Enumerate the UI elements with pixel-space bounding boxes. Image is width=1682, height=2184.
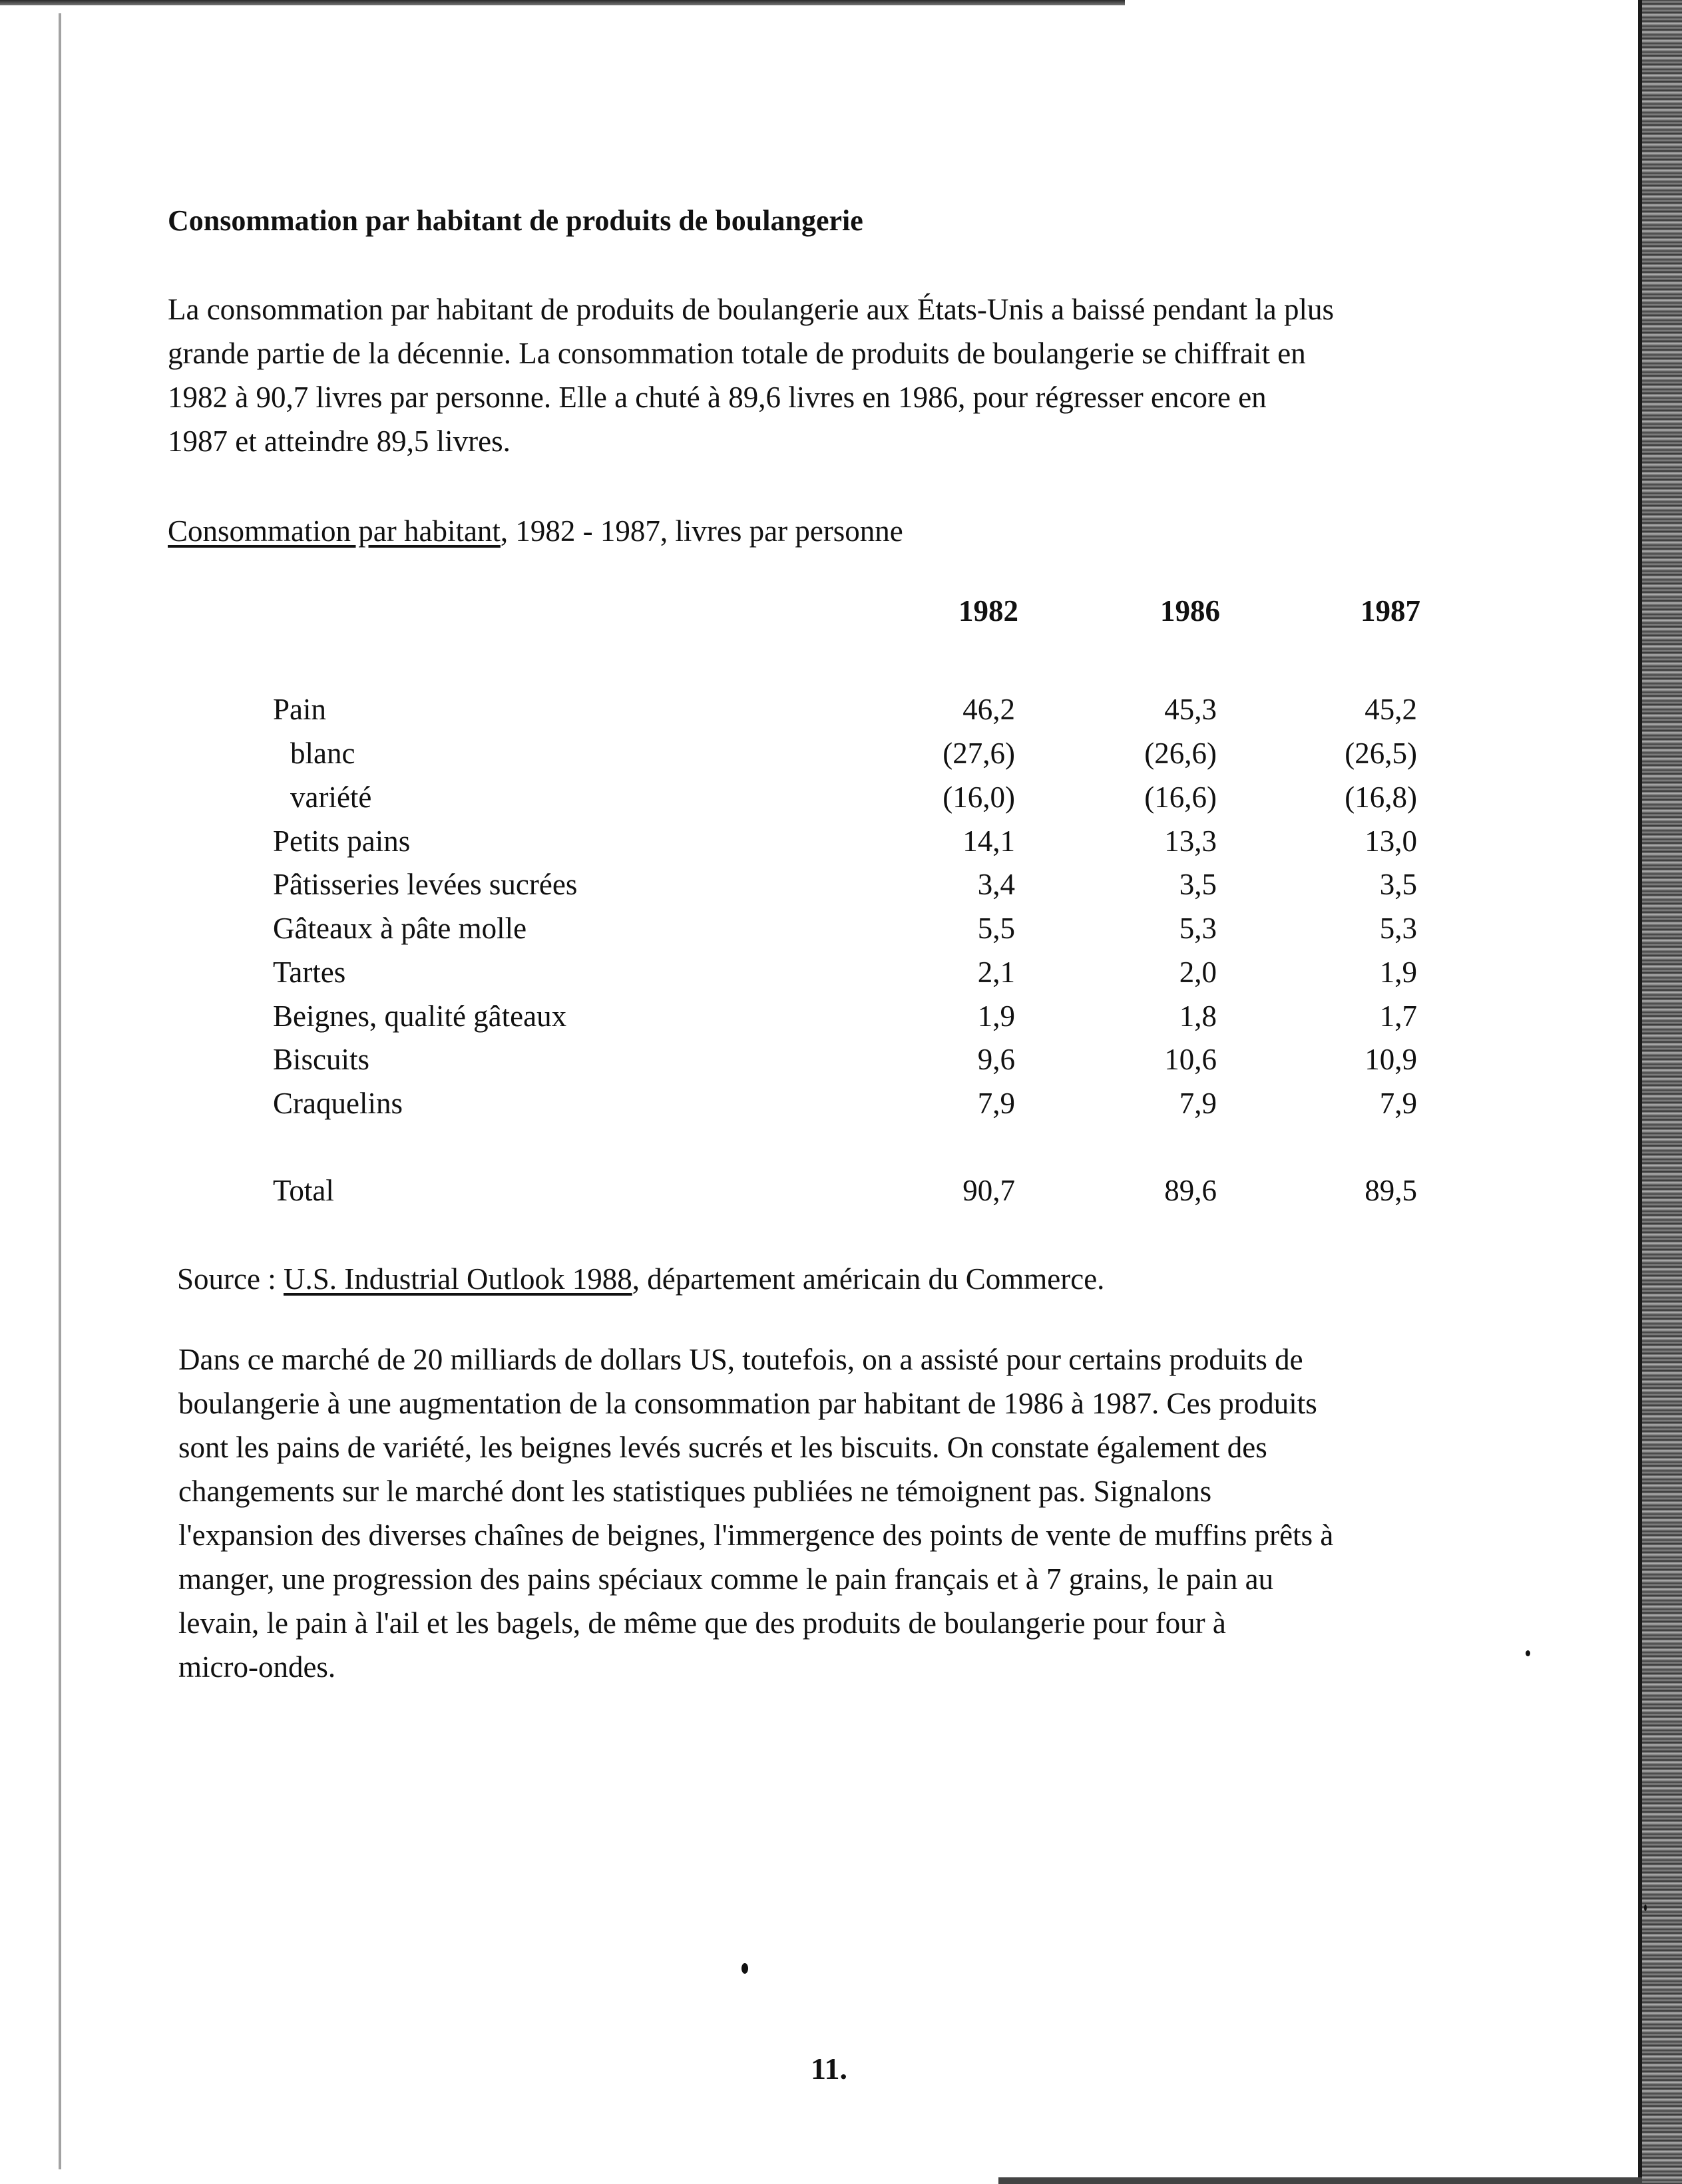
- cell-1982: (27,6): [943, 737, 1015, 770]
- scan-speck: [1526, 1650, 1530, 1656]
- cell-1987: 13,0: [1365, 824, 1417, 858]
- row-label: Biscuits: [273, 1043, 370, 1076]
- cell-1982: 7,9: [977, 1087, 1015, 1120]
- cell-1982: 9,6: [977, 1043, 1015, 1076]
- row-label: Beignes, qualité gâteaux: [273, 1000, 567, 1033]
- scan-speck: [741, 1963, 748, 1974]
- scan-bottom-edge: [998, 2177, 1642, 2184]
- paragraph-line: l'expansion des diverses chaînes de beignes, l'immergence des points de vente de muffins prêts à: [178, 1519, 1334, 1552]
- cell-1982: 46,2: [962, 693, 1015, 726]
- cell-1986: 2,0: [1179, 956, 1217, 989]
- paragraph-line: sont les pains de variété, les beignes levés sucrés et les biscuits. On constate également des: [178, 1431, 1267, 1464]
- paragraph-line: manger, une progression des pains spéciaux comme le pain français et à 7 grains, le pain au: [178, 1562, 1274, 1596]
- source-title: U.S. Industrial Outlook 1988: [283, 1262, 632, 1296]
- paragraph-line: 1987 et atteindre 89,5 livres.: [168, 425, 511, 458]
- cell-1987: 3,5: [1379, 868, 1417, 901]
- table-caption-underlined: Consommation par habitant: [168, 514, 501, 548]
- table-row: [0, 692, 1464, 732]
- table-row: [0, 824, 1464, 864]
- cell-1987: 45,2: [1365, 693, 1417, 726]
- cell-1987: 5,3: [1379, 912, 1417, 945]
- scan-right-edge-noise: [1642, 0, 1682, 2184]
- cell-1982: 1,9: [977, 1000, 1015, 1033]
- cell-1987: (16,8): [1345, 781, 1417, 814]
- cell-1986: (16,6): [1144, 781, 1217, 814]
- cell-1987: 89,5: [1365, 1174, 1417, 1207]
- row-label: Pâtisseries levées sucrées: [273, 868, 578, 901]
- cell-1986: (26,6): [1144, 737, 1217, 770]
- paragraph-line: Dans ce marché de 20 milliards de dollars US, toutefois, on a assisté pour certains produits de: [178, 1343, 1303, 1376]
- paragraph-line: levain, le pain à l'ail et les bagels, de même que des produits de boulangerie pour four à: [178, 1606, 1226, 1640]
- cell-1982: 3,4: [977, 868, 1015, 901]
- cell-1986: 7,9: [1179, 1087, 1217, 1120]
- cell-1986: 45,3: [1164, 693, 1217, 726]
- cell-1987: 10,9: [1365, 1043, 1417, 1076]
- cell-1982: 2,1: [977, 956, 1015, 989]
- cell-1986: 89,6: [1164, 1174, 1217, 1207]
- source-citation: [177, 1262, 1104, 1296]
- cell-1987: 7,9: [1379, 1087, 1417, 1120]
- table-total-row: [0, 1173, 1464, 1213]
- closing-paragraph: [178, 1338, 1510, 1689]
- table-row: [0, 780, 1464, 820]
- cell-1986: 5,3: [1179, 912, 1217, 945]
- cell-1982: (16,0): [943, 781, 1015, 814]
- paragraph-line: grande partie de la décennie. La consommation totale de produits de boulangerie se chiffrait en: [168, 337, 1306, 370]
- source-suffix: , département américain du Commerce.: [632, 1262, 1105, 1296]
- cell-1986: 10,6: [1164, 1043, 1217, 1076]
- cell-1986: 13,3: [1164, 824, 1217, 858]
- column-header-year: 1987: [1361, 594, 1420, 628]
- cell-1986: 1,8: [1179, 1000, 1217, 1033]
- table-row: [0, 736, 1464, 776]
- page-title: Consommation par habitant de produits de boulangerie: [168, 204, 863, 237]
- column-header-year: 1982: [958, 594, 1018, 628]
- row-label: Gâteaux à pâte molle: [273, 912, 527, 945]
- cell-1986: 3,5: [1179, 868, 1217, 901]
- table-row: [0, 999, 1464, 1039]
- paragraph-line: micro-ondes.: [178, 1650, 336, 1684]
- scan-speck: [1644, 1905, 1647, 1911]
- cell-1982: 14,1: [962, 824, 1015, 858]
- cell-1982: 90,7: [962, 1174, 1015, 1207]
- row-label: variété: [290, 781, 372, 814]
- paragraph-line: changements sur le marché dont les statistiques publiées ne témoignent pas. Signalons: [178, 1475, 1212, 1508]
- paragraph-line: boulangerie à une augmentation de la consommation par habitant de 1986 à 1987. Ces produits: [178, 1387, 1317, 1420]
- table-row: [0, 911, 1464, 951]
- paragraph-line: 1982 à 90,7 livres par personne. Elle a chuté à 89,6 livres en 1986, pour régresser encore en: [168, 381, 1267, 414]
- column-header-year: 1986: [1160, 594, 1220, 628]
- paragraph-line: La consommation par habitant de produits de boulangerie aux États-Unis a baissé pendant la plus: [168, 293, 1335, 326]
- table-row: [0, 955, 1464, 995]
- table-caption-rest: , 1982 - 1987, livres par personne: [500, 514, 903, 548]
- cell-1982: 5,5: [977, 912, 1015, 945]
- row-label: Pain: [273, 693, 327, 726]
- row-label: blanc: [290, 737, 355, 770]
- row-label: Total: [273, 1174, 334, 1207]
- page-number: 11.: [811, 2052, 847, 2086]
- intro-paragraph: [168, 287, 1499, 463]
- table-caption: [168, 514, 903, 548]
- table-row: [0, 1086, 1464, 1126]
- cell-1987: 1,7: [1379, 1000, 1417, 1033]
- row-label: Tartes: [273, 956, 346, 989]
- scan-top-edge: [0, 0, 1125, 5]
- cell-1987: 1,9: [1379, 956, 1417, 989]
- cell-1987: (26,5): [1345, 737, 1417, 770]
- row-label: Craquelins: [273, 1087, 403, 1120]
- source-prefix: Source :: [177, 1262, 284, 1296]
- table-row: [0, 1042, 1464, 1082]
- table-row: [0, 867, 1464, 907]
- row-label: Petits pains: [273, 824, 411, 858]
